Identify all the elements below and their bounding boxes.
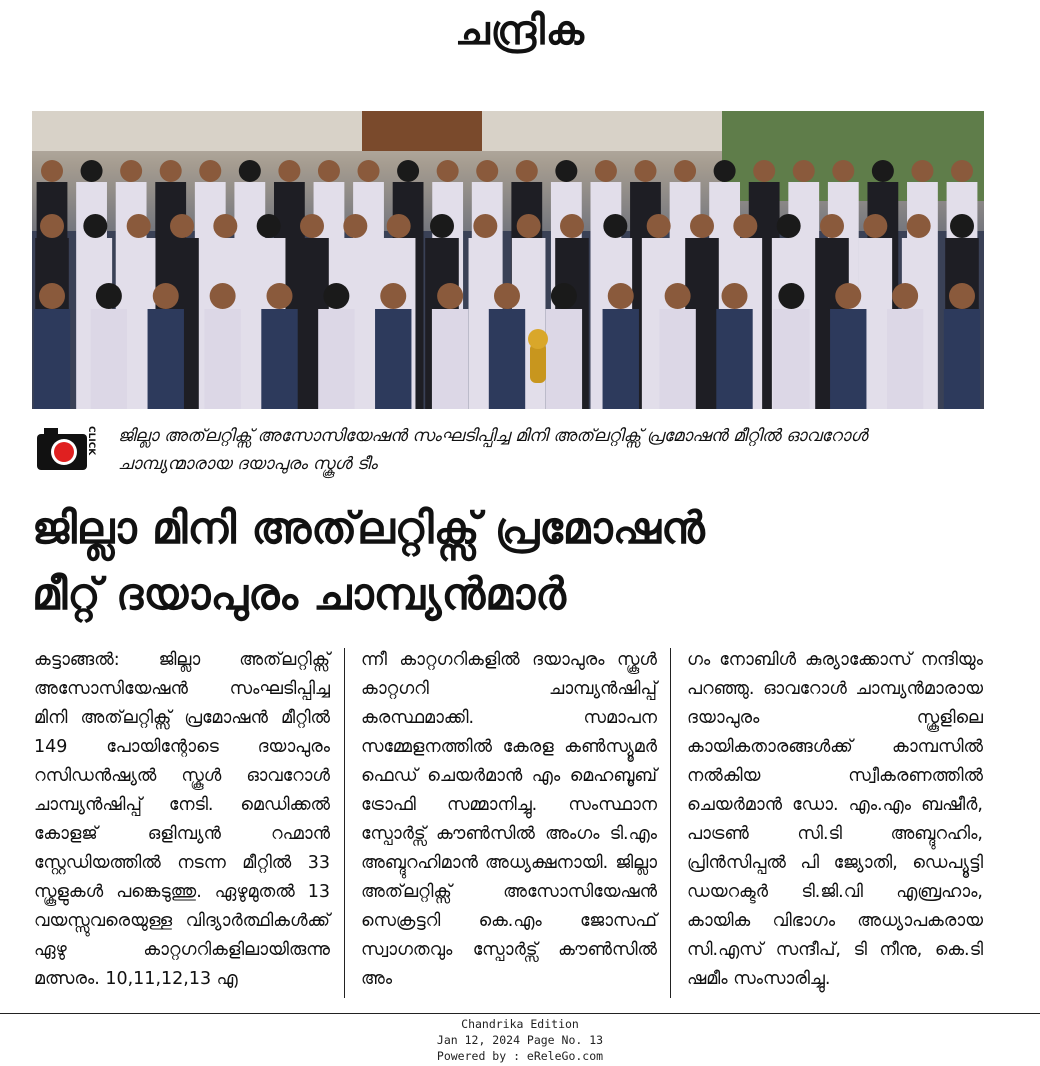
camera-icon	[36, 426, 88, 472]
footer-edition: Chandrika Edition	[461, 1017, 579, 1031]
article-column-3: ഗം നോബിൾ കുര്യാക്കോസ് നന്ദിയും പറഞ്ഞു. ഓവറോൾ ചാമ്പ്യൻമാരായ ദയാപുരം സ്കൂളിലെ കായികതാരങ്ങൾക്ക് കാമ്പസിൽ നൽകിയ സ്വീകരണത്തിൽ ചെയർമാൻ ഡോ. എം.എം ബഷീർ, പാട്രൺ സി.ടി അബ്ദുറഹിം, പ്രിൻസിപ്പൽ പി ജ്യോതി, ഡെപ്യൂട്ടി ഡയറക്ടർ ടി.ജി.വി എബ്രഹാം, കായിക വിഭാഗം അധ്യാപകരായ സി.എസ് സന്ദീപ്, ടി നീനു, കെ.ടി ഷമീം സംസാരിച്ചു.	[687, 650, 983, 989]
column-divider	[670, 648, 671, 998]
headline-line-2: മീറ്റ് ദയാപുരം ചാമ്പ്യൻമാർ	[32, 569, 566, 620]
column-divider	[344, 648, 345, 998]
headline	[32, 496, 992, 628]
camera-icon-label: CLICK	[86, 426, 96, 456]
group-photo-illustration	[32, 111, 984, 409]
masthead-title: ചന്ദ്രിക	[455, 8, 585, 54]
article-column-1: കട്ടാങ്ങൽ: ജില്ലാ അത്‌ലറ്റിക്സ് അസോസിയേഷൻ സംഘടിപ്പിച്ച മിനി അത്‌ലറ്റിക്സ് പ്രമോഷൻ മീറ്റിൽ 149 പോയിന്റോടെ ദയാപുരം റസിഡൻഷ്യൽ സ്കൂൾ ഓവറോൾ ചാമ്പ്യൻഷിപ്പ് നേടി. മെഡിക്കൽ കോളജ് ഒളിമ്പ്യൻ റഹ്മാൻ സ്റ്റേഡിയത്തിൽ നടന്ന മീറ്റിൽ 33 സ്കൂളുകൾ പങ്കെടുത്തു. ഏഴുമുതൽ 13 വയസ്സുവരെയുള്ള വിദ്യാർത്ഥികൾക്ക് ഏഴു കാറ്റഗറികളിലായിരുന്നു മത്സരം. 10,11,12,13 എ	[34, 650, 330, 989]
group-photo-image	[32, 111, 984, 409]
headline-line-1: ജില്ലാ മിനി അത്‌ലറ്റിക്സ് പ്രമോഷൻ	[32, 503, 705, 554]
photo-caption	[32, 420, 984, 480]
footer-divider	[0, 1013, 1040, 1014]
footer	[0, 1016, 1040, 1064]
footer-date-page: Jan 12, 2024 Page No. 13	[436, 1033, 604, 1047]
caption-text: ജില്ലാ അത്‌ലറ്റിക്സ് അസോസിയേഷൻ സംഘടിപ്പിച്ച മിനി അത്‌ലറ്റിക്സ് പ്രമോഷൻ മീറ്റിൽ ഓവറോൾ ചാമ്പ്യന്മാരായ ദയാപുരം സ്കൂൾ ടീം	[118, 426, 868, 474]
article-column-2: ന്നീ കാറ്റഗറികളിൽ ദയാപുരം സ്കൂൾ കാറ്റഗറി ചാമ്പ്യൻഷിപ്പ് കരസ്ഥമാക്കി. സമാപന സമ്മേളനത്തിൽ കേരള കൺസ്യൂമർ ഫെഡ് ചെയർമാൻ എം മെഹബൂബ് ട്രോഫി സമ്മാനിച്ചു. സംസ്ഥാന സ്പോർട്സ് കൗൺസിൽ അംഗം ടി.എം അബ്ദുറഹിമാൻ അധ്യക്ഷനായി. ജില്ലാ അത്‌ലറ്റിക്സ് അസോസിയേഷൻ സെക്രട്ടറി കെ.എം ജോസഫ് സ്വാഗതവും സ്പോർട്സ് കൗൺസിൽ അം	[361, 650, 657, 989]
footer-powered-by: Powered by : eReleGo.com	[436, 1049, 604, 1063]
